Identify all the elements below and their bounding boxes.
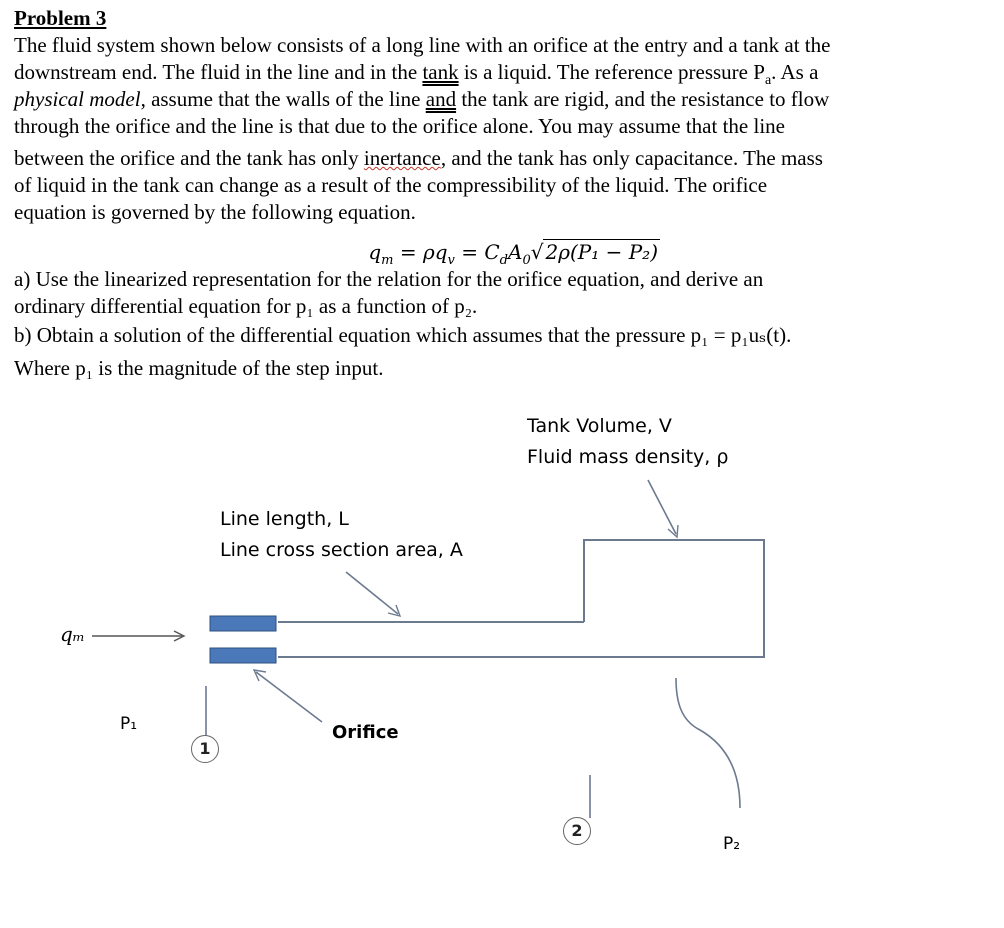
inertance-word: inertance bbox=[363, 146, 441, 170]
part-a-line: ordinary differential equation for p₁ as a function of p₂. bbox=[14, 294, 478, 318]
text-span: between the orifice and the tank has only bbox=[14, 146, 364, 170]
eq-sub-d: d bbox=[499, 253, 508, 268]
text-span: , assume that the walls of the line bbox=[140, 87, 426, 111]
tank-pointer bbox=[648, 480, 676, 534]
part-b-line: Where p₁ is the magnitude of the step input. bbox=[14, 356, 384, 380]
text-span: is a liquid. The reference pressure P bbox=[458, 60, 765, 84]
part-a-line: a) Use the linearized representation for the relation for the orifice equation, and derive an bbox=[14, 267, 764, 291]
p2-label: P₂ bbox=[723, 834, 741, 854]
eq-sub-0: 0 bbox=[522, 253, 531, 268]
sqrt-content: 2ρ(P₁ − P₂) bbox=[545, 240, 658, 264]
text-span: , and the tank has only capacitance. The mass bbox=[440, 146, 823, 170]
orifice-top-plate bbox=[210, 616, 276, 631]
problem-text-line: through the orifice and the line is that due to the orifice alone. You may assume that the line bbox=[14, 114, 785, 138]
flow-label: qₘ bbox=[60, 622, 86, 646]
eq-sub-v: v bbox=[447, 253, 455, 268]
eq-a: A bbox=[508, 240, 523, 264]
tank-volume-label: Tank Volume, V bbox=[527, 415, 672, 437]
line-length-label: Line length, L bbox=[220, 508, 349, 530]
problem-text-line: equation is governed by the following equation. bbox=[14, 200, 416, 224]
eq-mid: = ρq bbox=[393, 240, 448, 264]
eq-q: q bbox=[368, 240, 382, 264]
orifice-label: Orifice bbox=[332, 722, 399, 743]
node-1-marker: 1 bbox=[191, 735, 219, 763]
tank-density-label: Fluid mass density, ρ bbox=[527, 446, 729, 468]
line-pointer bbox=[346, 572, 398, 614]
subscript: a bbox=[764, 73, 772, 89]
p1-label: P₁ bbox=[120, 714, 138, 734]
line-area-label: Line cross section area, A bbox=[220, 539, 463, 561]
orifice-pointer bbox=[256, 672, 322, 722]
part-b-line: b) Obtain a solution of the differential equation which assumes that the pressure p₁ = p₁uₛ(t). bbox=[14, 323, 792, 347]
tank-word: tank bbox=[422, 60, 459, 84]
text-span: the tank are rigid, and the resistance to flow bbox=[456, 87, 830, 111]
text-span: downstream end. The fluid in the line and in the bbox=[14, 60, 423, 84]
eq-cd: = C bbox=[454, 240, 500, 264]
problem-heading: Problem 3 bbox=[14, 6, 107, 30]
and-word: and bbox=[425, 87, 457, 111]
tank-wall bbox=[584, 540, 764, 657]
eq-sub-m: m bbox=[381, 253, 394, 268]
p2-lead bbox=[676, 678, 740, 808]
text-span: . As a bbox=[771, 60, 819, 84]
problem-text-line: The fluid system shown below consists of a long line with an orifice at the entry and a tank at the bbox=[14, 33, 831, 57]
orifice-bottom-plate bbox=[210, 648, 276, 663]
sqrt: √ 2ρ(P₁ − P₂) bbox=[530, 240, 658, 264]
problem-text-line: of liquid in the tank can change as a result of the compressibility of the liquid. The orifice bbox=[14, 173, 768, 197]
node-2-marker: 2 bbox=[563, 817, 591, 845]
physical-model-text: physical model bbox=[14, 87, 141, 111]
